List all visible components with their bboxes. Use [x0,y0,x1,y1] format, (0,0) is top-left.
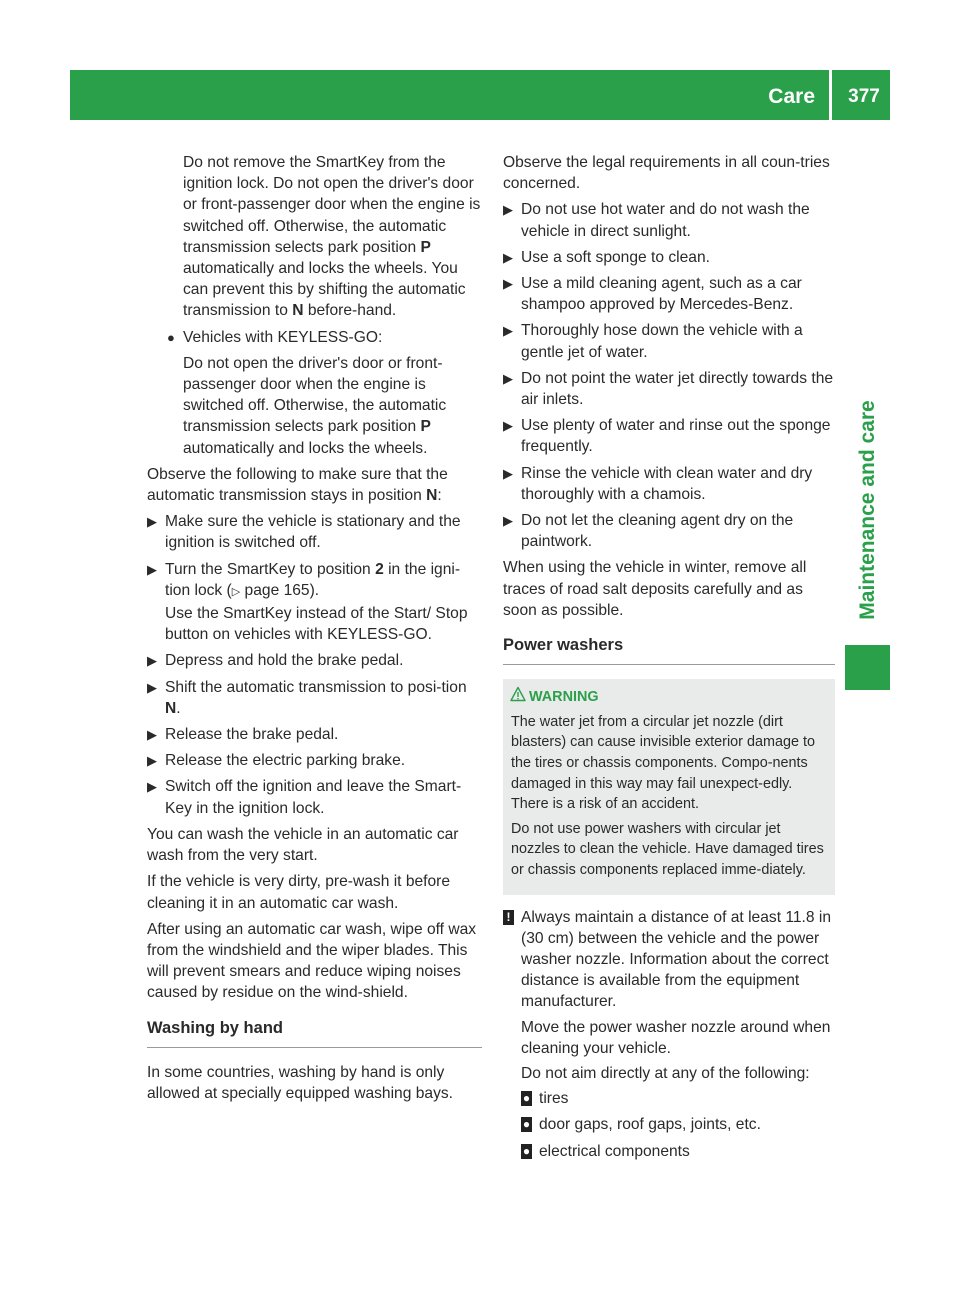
step-arrow-icon: ▶ [503,465,513,481]
step-item: ▶ Shift the automatic transmission to posi-tion N. [147,678,467,717]
step-arrow-icon: ▶ [147,561,157,577]
note-text: Always maintain a distance of at least 11.8 in (30 cm) between the vehicle and the power washer nozzle. Information about the correct distance is available from the equipment manufacturer. [521,908,832,1011]
paragraph: Do not open the driver's door or front-passenger door when the engine is switched off. Otherwise, the automatic transmission selects park position P automatically and locks the wheels. [183,354,447,457]
bullet-icon: ● [522,1091,531,1106]
right-column [503,152,835,1167]
step-item: ▶ Release the brake pedal. [147,724,482,745]
list-item: ● tires [522,1090,569,1108]
step-item: ▶ Do not let the cleaning agent dry on the paintwork. [503,512,794,551]
warning-text: Do not use power washers with circular jet nozzles to clean the vehicle. Have damaged tires or chassis components replaced imme-diately. [511,820,824,879]
list-item: ● door gaps, roof gaps, joints, etc. [522,1116,761,1134]
step-arrow-icon: ▶ [503,249,513,265]
step-item: ▶ Switch off the ignition and leave the Smart-Key in the ignition lock. [147,778,462,817]
note-text: Move the power washer nozzle around when cleaning your vehicle. [521,1018,831,1057]
step-item: ▶ Use plenty of water and rinse out the sponge frequently. [503,417,831,456]
list-item: ● electrical components [522,1142,690,1160]
step-arrow-icon: ▶ [503,370,513,386]
section-heading: Power washers [503,635,835,665]
paragraph: If the vehicle is very dirty, pre-wash it before cleaning it in an automatic car wash. [147,873,451,912]
step-item: ▶ Thoroughly hose down the vehicle with a gentle jet of water. [503,322,803,361]
step-item: ▶ Rinse the vehicle with clean water and dry thoroughly with a chamois. [503,464,813,503]
paragraph: Do not remove the SmartKey from the ignition lock. Do not open the driver's door or front-passenger door when the engine is switched off. Otherwise, the automatic transmission selects park position P automatically and locks the wheels. You can prevent this by shifting the automatic transmission to N before-hand. [183,154,481,320]
bullet-icon: ● [167,329,175,345]
step-arrow-icon: ▶ [503,202,513,218]
section-heading: Washing by hand [147,1018,482,1048]
paragraph: When using the vehicle in winter, remove all traces of road salt deposits carefully and as soon as possible. [503,559,807,619]
step-item: ▶ Turn the SmartKey to position 2 in the igni-tion lock (▷ page 165). Use the SmartKey instead of the Start/ Stop button on vehicles with KEYLESS-GO. [147,559,482,646]
warning-text: The water jet from a circular jet nozzle (dirt blasters) can cause invisible exterior damage to the tires or chassis components. Compo-nents damaged in this way may fail unexpect-edly. There is a risk of an accident. [511,713,815,813]
step-subtext: Use the SmartKey instead of the Start/ Stop button on vehicles with KEYLESS-GO. [165,605,468,644]
warning-title: WARNING [511,687,827,708]
step-arrow-icon: ▶ [503,513,513,529]
step-arrow-icon: ▶ [147,679,157,695]
page-ref-arrow-icon: ▷ [231,585,241,598]
paragraph: You can wash the vehicle in an automatic car wash from the very start. [147,825,459,865]
paragraph: Observe the following to make sure that the automatic transmission stays in position N: [147,465,448,505]
warning-triangle-icon [510,686,526,702]
note-text: Do not aim directly at any of the following: [521,1065,810,1083]
step-arrow-icon: ▶ [147,514,157,530]
section-title: Care [768,85,815,108]
step-item: ▶ Make sure the vehicle is stationary and the ignition is switched off. [147,513,461,552]
step-arrow-icon: ▶ [147,653,157,669]
paragraph: Observe the legal requirements in all coun-tries concerned. [503,154,830,193]
paragraph: After using an automatic car wash, wipe off wax from the windshield and the wiper blades. This will prevent smears and reduce wiping noises caused by residue on the wind-shield. [147,920,477,1002]
paragraph: In some countries, washing by hand is only allowed at specially equipped washing bays. [147,1063,454,1102]
step-arrow-icon: ▶ [147,753,157,769]
step-arrow-icon: ▶ [503,418,513,434]
side-marker [845,645,890,690]
header-bar [70,70,890,120]
step-item: ▶ Use a soft sponge to clean. [503,247,835,268]
bullet-icon: ● [522,1143,531,1158]
step-item: ▶ Use a mild cleaning agent, such as a car shampoo approved by Mercedes-Benz. [503,275,802,314]
step-arrow-icon: ▶ [147,779,157,795]
exclamation-icon: ! [503,910,514,925]
side-tab-label: Maintenance and care [855,400,879,620]
warning-box [503,679,835,894]
side-tab [845,380,890,640]
list-item: ● Vehicles with KEYLESS-GO: [147,327,482,348]
step-item: ▶ Do not use hot water and do not wash the vehicle in direct sunlight. [503,201,810,240]
step-item: ▶ Release the electric parking brake. [147,750,482,771]
step-arrow-icon: ▶ [147,727,157,743]
left-column [147,152,482,1109]
step-item: ▶ Do not point the water jet directly towards the air inlets. [503,369,834,409]
header-divider [829,70,832,120]
page-number: 377 [848,86,880,107]
step-arrow-icon: ▶ [503,276,513,292]
step-arrow-icon: ▶ [503,323,513,339]
note-block [503,907,835,1162]
page-ref-link[interactable]: page 165). [244,581,320,599]
step-item: ▶ Depress and hold the brake pedal. [147,650,482,671]
bullet-icon: ● [522,1117,531,1132]
